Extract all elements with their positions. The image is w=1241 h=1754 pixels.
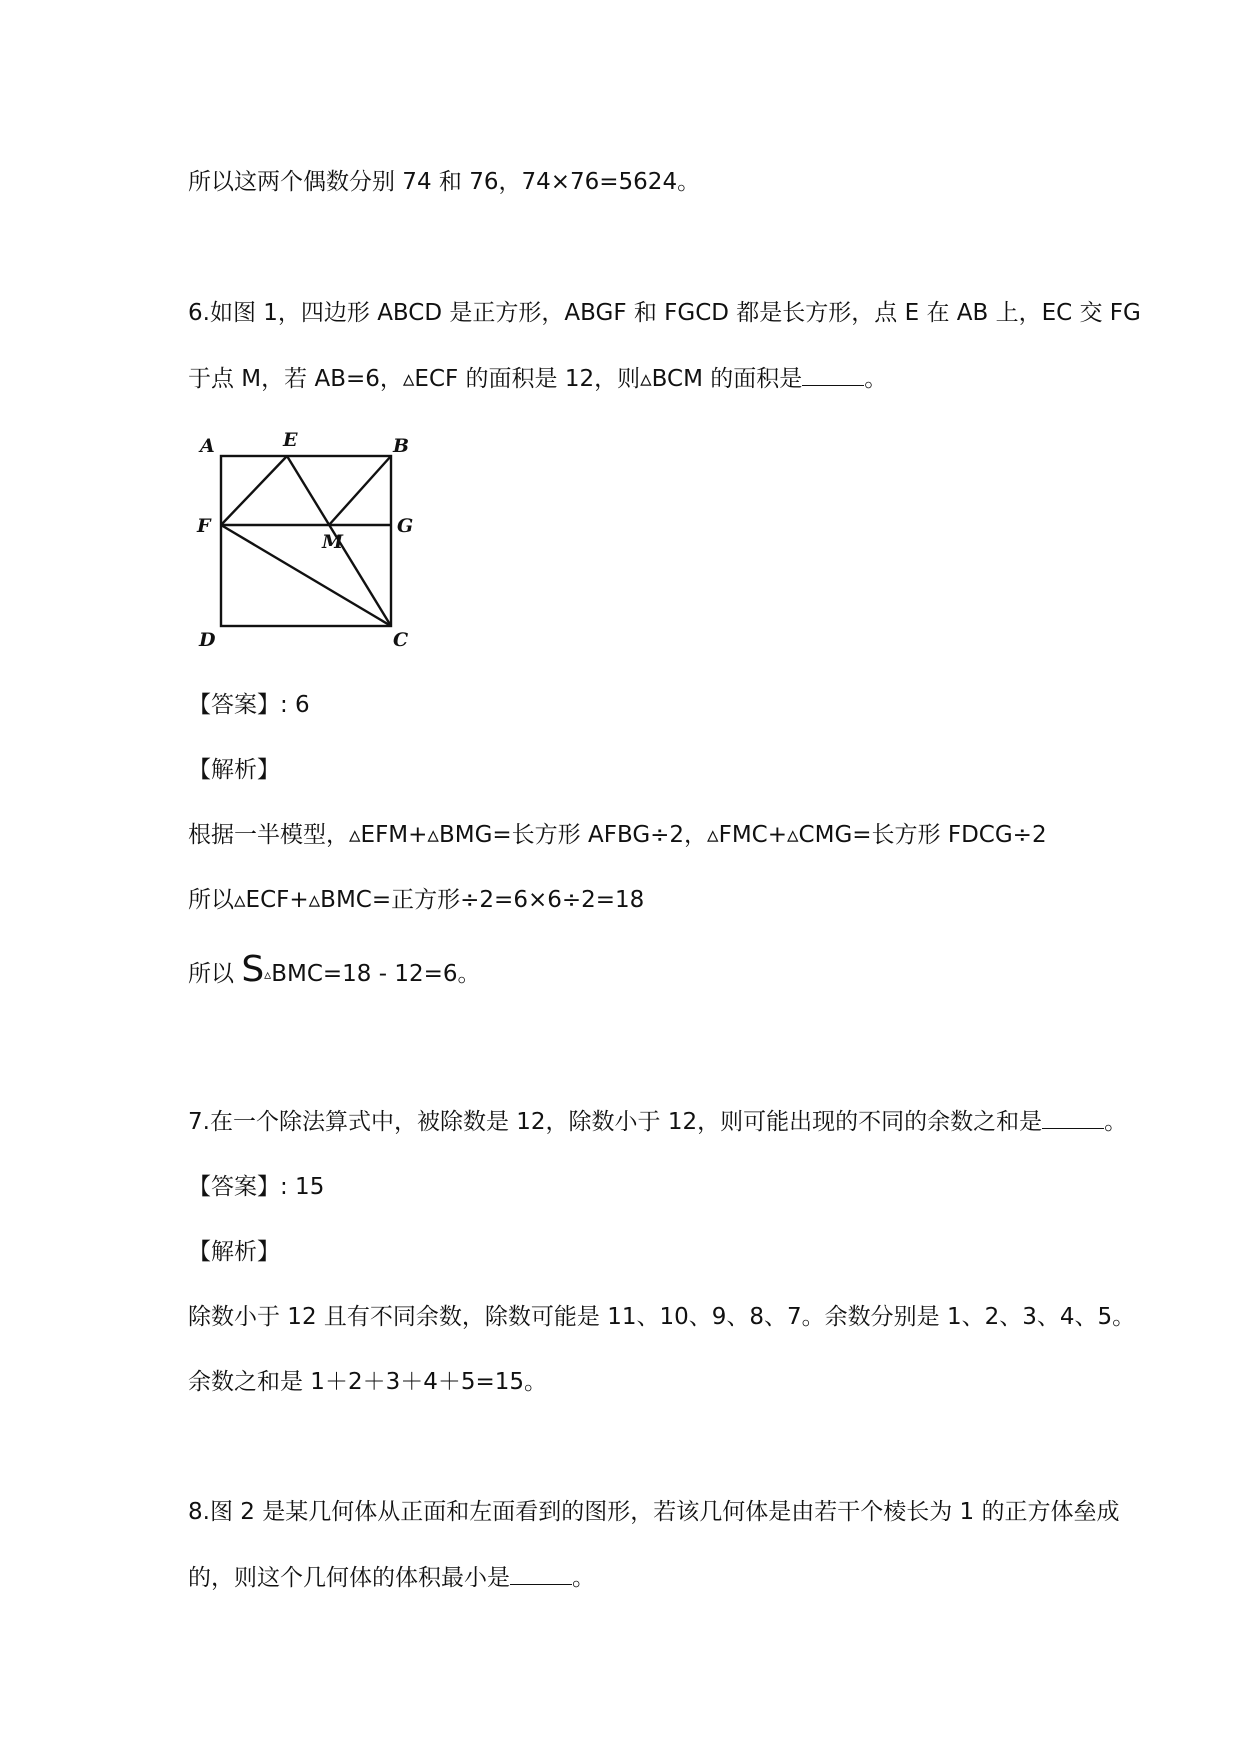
question-6-line-1: 6.如图 1，四边形 ABCD 是正方形，ABGF 和 FGCD 都是长方形，点 E 在 AB 上，EC 交 FG bbox=[188, 300, 1141, 326]
question-7-end: 。 bbox=[1104, 1109, 1128, 1135]
analysis-6-line-1: 根据一半模型，▵EFM+▵BMG=长方形 AFBG÷2，▵FMC+▵CMG=长方形 FDCG÷2 bbox=[188, 822, 1047, 848]
segment-fe bbox=[221, 456, 287, 525]
segment-fc bbox=[221, 525, 391, 626]
question-8-text: 的，则这个几何体的体积最小是 bbox=[188, 1565, 510, 1591]
answer-blank-8 bbox=[510, 1562, 572, 1585]
analysis-6-prefix: 所以 bbox=[188, 961, 242, 987]
analysis-6-label: 【解析】 bbox=[188, 757, 280, 783]
question-6-end: 。 bbox=[864, 366, 888, 392]
area-symbol-s: S bbox=[241, 949, 265, 990]
figure-1-square-diagram bbox=[195, 430, 425, 660]
question-8-end: 。 bbox=[572, 1565, 595, 1591]
segment-bm bbox=[329, 456, 391, 525]
label-e: E bbox=[283, 430, 298, 451]
question-6-text: 于点 M，若 AB=6，▵ECF 的面积是 12，则▵BCM 的面积是 bbox=[188, 366, 803, 392]
label-d: D bbox=[199, 629, 216, 651]
label-g: G bbox=[397, 515, 414, 537]
text-line-conclusion-74-76: 所以这两个偶数分别 74 和 76，74×76=5624。 bbox=[188, 169, 701, 195]
question-7-text: 7.在一个除法算式中，被除数是 12，除数小于 12，则可能出现的不同的余数之和是 bbox=[188, 1109, 1043, 1135]
label-m: M bbox=[322, 531, 344, 553]
question-6-line-2 bbox=[188, 363, 887, 394]
analysis-6-line-3 bbox=[188, 949, 481, 990]
analysis-7-line-1: 除数小于 12 且有不同余数，除数可能是 11、10、9、8、7。余数分别是 1、2、3、4、5。 bbox=[188, 1304, 1136, 1330]
analysis-6-line-2: 所以▵ECF+▵BMC=正方形÷2=6×6÷2=18 bbox=[188, 887, 645, 913]
answer-6: 【答案】: 6 bbox=[188, 692, 310, 718]
answer-7: 【答案】: 15 bbox=[188, 1174, 325, 1200]
answer-blank-6 bbox=[802, 363, 864, 386]
label-c: C bbox=[393, 629, 409, 651]
question-8-line-1: 8.图 2 是某几何体从正面和左面看到的图形，若该几何体是由若干个棱长为 1 的正方体垒成 bbox=[188, 1499, 1120, 1525]
answer-blank-7 bbox=[1042, 1106, 1104, 1129]
analysis-6-result: BMC=18 - 12=6。 bbox=[271, 961, 481, 987]
question-8-line-2 bbox=[188, 1562, 595, 1593]
analysis-7-label: 【解析】 bbox=[188, 1239, 280, 1265]
label-f: F bbox=[197, 515, 211, 537]
label-a: A bbox=[200, 435, 215, 457]
analysis-7-line-2: 余数之和是 1＋2＋3＋4＋5=15。 bbox=[188, 1369, 548, 1395]
question-7 bbox=[188, 1106, 1127, 1137]
label-b: B bbox=[393, 435, 410, 457]
triangle-symbol: ▵ bbox=[264, 967, 272, 983]
